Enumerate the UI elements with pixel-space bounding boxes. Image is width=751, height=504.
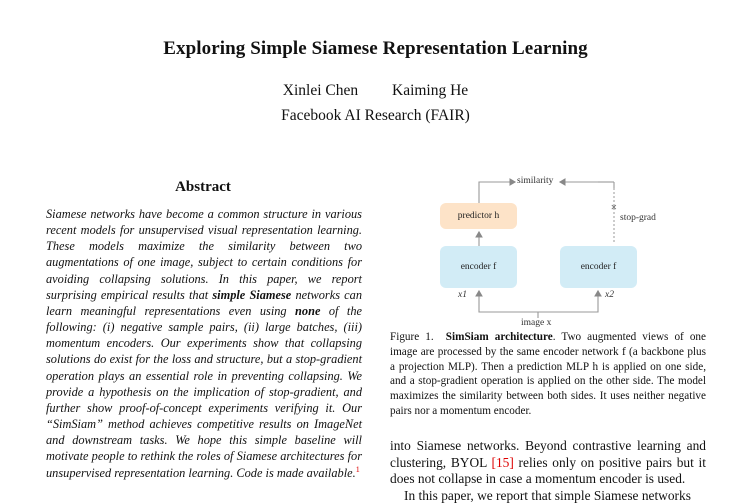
caption-prefix: Figure 1. <box>390 331 434 343</box>
abstract-text: of the following: (i) negative sample pairs, (ii) large batches, (iii) momentum encoders. Our experiments show that collapsing solutions do exist for the loss and structure, but a stop-gradient operation plays an essential role in preventing collapsing. We provide a hypothesis on the implication of stop-gradient, and further show proof-of-concept experiments verifying it. Our “SimSiam” method achieves competitive results on ImageNet and downstream tasks. We hope this simple baseline will motivate people to rethink the roles of Siamese architectures for unsupervised representation learning. Code is made available. <box>46 303 363 480</box>
paper-title: Exploring Simple Siamese Representation Learning <box>163 38 588 59</box>
abstract-body <box>46 206 362 481</box>
encoder-box-left: encoder f <box>440 246 517 288</box>
abstract-emphasis: simple Siamese <box>212 287 292 302</box>
abstract-text: Siamese networks have become a common structure in various recent models for unsupervised visual representation learning. These models maximize the similarity between two augmentations of one image, subject to certain conditions for avoiding collapsing solutions. In this paper, we report surprising empirical results that <box>46 207 362 302</box>
image-split-line <box>479 306 598 312</box>
figure-caption <box>390 330 706 419</box>
author-list <box>0 82 751 100</box>
citation-link[interactable]: [15] <box>491 454 514 470</box>
x2-label: x2 <box>605 290 614 300</box>
simsiam-figure <box>400 166 700 336</box>
abstract-text: networks can learn meaningful representations even using <box>46 287 362 318</box>
similarity-label: similarity <box>517 176 554 186</box>
paragraph <box>390 438 706 488</box>
x1-label: x1 <box>458 290 467 300</box>
footnote-mark[interactable]: 1 <box>355 464 360 474</box>
caption-name: SimSiam architecture <box>445 331 553 343</box>
abstract-emphasis: none <box>295 303 321 318</box>
arrow-predictor-to-similarity <box>479 182 515 203</box>
body-text: into Siamese networks. Beyond contrastive learning and clustering, BYOL <box>390 438 706 470</box>
abstract-heading: Abstract <box>175 179 231 195</box>
body-text: relies only on positive pairs but it does not collapse in case a momentum encoder is used. <box>390 454 706 487</box>
image-label: image x <box>521 318 552 328</box>
author-name: Kaiming He <box>392 82 469 99</box>
caption-text: . Two augmented views of one image are processed by the same encoder network f (a backbone plus a projection MLP). Then a prediction MLP h is applied on one side, and a stop-gradient operation is applied on the other side. The model maximizes the similarity between both sides. It uses neither negative pairs nor a momentum encoder. <box>390 331 706 417</box>
affiliation: Facebook AI Research (FAIR) <box>281 107 470 124</box>
paragraph: In this paper, we report that simple Siamese networks <box>404 487 691 503</box>
body-column <box>390 438 706 504</box>
encoder-box-right: encoder f <box>560 246 637 288</box>
author-name: Xinlei Chen <box>282 82 359 99</box>
stop-grad-label: stop-grad <box>620 213 656 223</box>
predictor-box: predictor h <box>440 203 517 229</box>
stop-grad-cross: ✕ <box>610 203 618 212</box>
